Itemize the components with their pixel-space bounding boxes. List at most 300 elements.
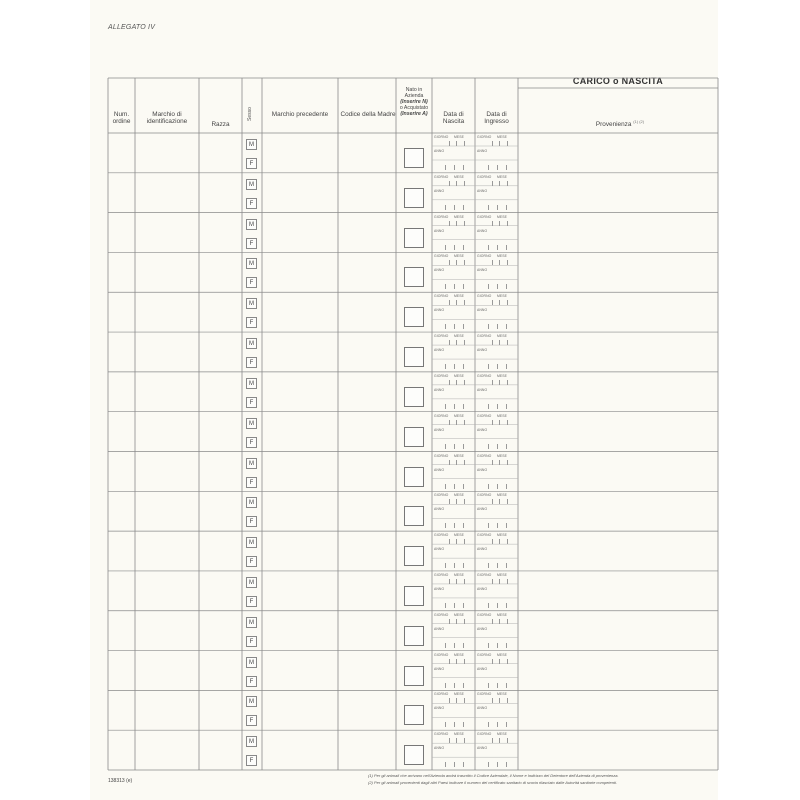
table-row: [108, 213, 718, 253]
date-ingresso-anno-label: ANNO: [477, 586, 488, 591]
date-tick: [445, 404, 446, 409]
date-ingresso-anno-label: ANNO: [477, 626, 488, 631]
date-nascita-giorno-label: GIORNO: [434, 135, 449, 139]
date-tick: [507, 380, 508, 385]
date-nascita-mese-label: MESE: [454, 254, 465, 259]
date-tick: [445, 245, 446, 250]
date-tick: [454, 245, 455, 250]
date-tick: [499, 181, 500, 186]
date-tick: [507, 659, 508, 664]
date-nascita-giorno-label: GIORNO: [434, 214, 449, 219]
sex-m-box[interactable]: M: [246, 736, 257, 747]
nato-acquistato-box[interactable]: [404, 705, 424, 725]
sex-f-box[interactable]: F: [246, 238, 257, 249]
date-tick: [497, 444, 498, 449]
date-tick: [456, 499, 457, 504]
nato-acquistato-box[interactable]: [404, 148, 424, 168]
date-tick: [454, 722, 455, 727]
date-ingresso-mese-label: MESE: [497, 373, 508, 378]
date-tick: [507, 460, 508, 465]
date-tick: [454, 324, 455, 329]
date-tick: [492, 420, 493, 425]
sex-f-box[interactable]: F: [246, 715, 257, 726]
date-tick: [499, 619, 500, 624]
date-nascita-mese-label: MESE: [454, 453, 465, 458]
date-tick: [454, 523, 455, 528]
date-nascita-giorno-label: GIORNO: [434, 373, 449, 378]
sex-f-box[interactable]: F: [246, 636, 257, 647]
date-tick: [506, 563, 507, 568]
date-tick: [499, 420, 500, 425]
date-tick: [449, 738, 450, 743]
nato-acquistato-box[interactable]: [404, 387, 424, 407]
date-tick: [449, 460, 450, 465]
date-tick: [463, 245, 464, 250]
sex-f-box[interactable]: F: [246, 516, 257, 527]
date-nascita-anno-label: ANNO: [434, 268, 445, 273]
date-ingresso-anno-label: ANNO: [477, 507, 488, 512]
date-tick: [506, 364, 507, 369]
date-tick: [449, 260, 450, 265]
date-ingresso-anno-label: ANNO: [477, 746, 488, 751]
section-title: CARICO o NASCITA: [572, 76, 664, 86]
date-tick: [506, 762, 507, 767]
sex-f-box[interactable]: F: [246, 755, 257, 766]
date-ingresso-anno-label: ANNO: [477, 706, 488, 711]
date-ingresso-giorno-label: GIORNO: [477, 413, 492, 418]
date-nascita-giorno-label: GIORNO: [434, 692, 449, 697]
sex-f-box[interactable]: F: [246, 158, 257, 169]
sex-m-box[interactable]: M: [246, 219, 257, 230]
table-row: [108, 252, 718, 292]
table-row: [108, 690, 718, 730]
date-tick: [449, 539, 450, 544]
date-ingresso-mese-label: MESE: [497, 692, 508, 697]
date-ingresso-anno-label: ANNO: [477, 547, 488, 552]
table-row: [108, 332, 718, 372]
date-tick: [464, 579, 465, 584]
header-nato-line4: (Inserire A): [400, 110, 428, 117]
date-tick: [497, 643, 498, 648]
date-tick: [506, 722, 507, 727]
date-tick: [463, 523, 464, 528]
date-tick: [492, 460, 493, 465]
nato-acquistato-box[interactable]: [404, 427, 424, 447]
date-tick: [449, 181, 450, 186]
date-tick: [463, 683, 464, 688]
date-tick: [464, 499, 465, 504]
date-tick: [497, 284, 498, 289]
date-nascita-mese-label: MESE: [454, 692, 465, 697]
header-razza: Razza: [211, 121, 230, 128]
date-tick: [492, 698, 493, 703]
table-row: [108, 133, 718, 173]
date-nascita-mese-label: MESE: [454, 214, 465, 219]
header-nato-line3: o Acquistato: [399, 104, 429, 111]
date-tick: [464, 539, 465, 544]
date-ingresso-giorno-label: GIORNO: [477, 692, 492, 697]
sex-m-box[interactable]: M: [246, 418, 257, 429]
table-row: [108, 173, 718, 213]
date-tick: [506, 683, 507, 688]
date-ingresso-giorno-label: GIORNO: [477, 174, 492, 179]
date-tick: [499, 539, 500, 544]
header-marchio-identificazione: Marchio di identificazione: [146, 111, 188, 126]
date-tick: [506, 603, 507, 608]
date-tick: [492, 499, 493, 504]
date-tick: [449, 659, 450, 664]
date-ingresso-mese-label: MESE: [497, 572, 508, 577]
date-tick: [456, 141, 457, 146]
table-row: [108, 412, 718, 452]
table-row: [108, 531, 718, 571]
date-nascita-giorno-label: GIORNO: [434, 174, 449, 179]
date-tick: [464, 380, 465, 385]
date-tick: [454, 563, 455, 568]
date-tick: [497, 563, 498, 568]
date-tick: [445, 523, 446, 528]
header-provenienza-note: (1) (2): [633, 119, 645, 124]
date-nascita-anno-label: ANNO: [434, 586, 445, 591]
date-tick: [507, 499, 508, 504]
date-tick: [488, 603, 489, 608]
date-tick: [499, 260, 500, 265]
date-nascita-giorno-label: GIORNO: [434, 732, 449, 737]
date-tick: [492, 579, 493, 584]
date-ingresso-giorno-label: GIORNO: [477, 732, 492, 737]
date-tick: [488, 722, 489, 727]
date-ingresso-giorno-label: GIORNO: [477, 294, 492, 299]
date-nascita-anno-label: ANNO: [434, 746, 445, 751]
sex-f-box[interactable]: F: [246, 477, 257, 488]
date-nascita-mese-label: MESE: [454, 652, 465, 657]
date-tick: [456, 738, 457, 743]
date-tick: [499, 141, 500, 146]
date-nascita-anno-label: ANNO: [434, 547, 445, 552]
header-nato-line2: (Inserire N): [400, 98, 428, 105]
date-ingresso-mese-label: MESE: [497, 174, 508, 179]
date-nascita-giorno-label: GIORNO: [434, 413, 449, 418]
date-tick: [492, 300, 493, 305]
date-ingresso-mese-label: MESE: [497, 453, 508, 458]
date-tick: [506, 643, 507, 648]
footnote-1: (1) Per gli animali che arrivano nell'Azienda andrà trascritto il Codice Aziendale, il Nome e Indirizzo del Detentore dell'Azienda di provenienza.: [368, 773, 619, 778]
sex-m-box[interactable]: M: [246, 537, 257, 548]
date-tick: [497, 484, 498, 489]
date-tick: [488, 643, 489, 648]
sex-f-box[interactable]: F: [246, 317, 257, 328]
date-nascita-mese-label: MESE: [454, 612, 465, 617]
date-tick: [449, 420, 450, 425]
date-tick: [454, 643, 455, 648]
date-tick: [449, 221, 450, 226]
date-tick: [499, 380, 500, 385]
date-tick: [445, 484, 446, 489]
date-ingresso-giorno-label: GIORNO: [477, 612, 492, 617]
date-ingresso-giorno-label: GIORNO: [477, 493, 492, 498]
date-tick: [445, 205, 446, 210]
date-tick: [488, 484, 489, 489]
date-tick: [497, 165, 498, 170]
date-tick: [463, 563, 464, 568]
date-tick: [499, 738, 500, 743]
date-nascita-giorno-label: GIORNO: [434, 533, 449, 538]
date-tick: [488, 284, 489, 289]
date-tick: [454, 364, 455, 369]
date-tick: [445, 722, 446, 727]
date-tick: [456, 619, 457, 624]
date-tick: [445, 165, 446, 170]
date-ingresso-mese-label: MESE: [497, 294, 508, 299]
sex-m-box[interactable]: M: [246, 298, 257, 309]
date-tick: [456, 260, 457, 265]
date-tick: [449, 698, 450, 703]
date-ingresso-mese-label: MESE: [497, 254, 508, 259]
date-tick: [454, 444, 455, 449]
date-tick: [463, 484, 464, 489]
date-tick: [497, 404, 498, 409]
date-tick: [454, 404, 455, 409]
date-tick: [445, 643, 446, 648]
date-tick: [492, 539, 493, 544]
table-row: [108, 452, 718, 492]
date-tick: [463, 404, 464, 409]
table-row: [108, 292, 718, 332]
date-tick: [464, 300, 465, 305]
sex-m-box[interactable]: M: [246, 577, 257, 588]
date-ingresso-mese-label: MESE: [497, 334, 508, 339]
table-row: [108, 571, 718, 611]
date-ingresso-anno-label: ANNO: [477, 427, 488, 432]
date-tick: [449, 300, 450, 305]
sex-m-box[interactable]: M: [246, 696, 257, 707]
date-tick: [463, 205, 464, 210]
sex-m-box[interactable]: M: [246, 258, 257, 269]
date-tick: [445, 444, 446, 449]
date-tick: [463, 284, 464, 289]
date-tick: [492, 380, 493, 385]
sex-f-box[interactable]: F: [246, 676, 257, 687]
date-tick: [507, 181, 508, 186]
table-row: [108, 491, 718, 531]
sex-m-box[interactable]: M: [246, 338, 257, 349]
date-tick: [499, 221, 500, 226]
date-tick: [497, 762, 498, 767]
date-tick: [499, 659, 500, 664]
date-tick: [497, 523, 498, 528]
date-tick: [456, 380, 457, 385]
date-tick: [497, 722, 498, 727]
date-tick: [492, 659, 493, 664]
date-nascita-mese-label: MESE: [454, 533, 465, 538]
date-tick: [456, 300, 457, 305]
date-tick: [507, 300, 508, 305]
date-tick: [507, 141, 508, 146]
date-tick: [454, 165, 455, 170]
date-nascita-giorno-label: GIORNO: [434, 334, 449, 339]
date-tick: [445, 563, 446, 568]
sex-m-box[interactable]: M: [246, 378, 257, 389]
date-ingresso-giorno-label: GIORNO: [477, 652, 492, 657]
date-ingresso-anno-label: ANNO: [477, 149, 488, 153]
date-nascita-anno-label: ANNO: [434, 308, 445, 313]
date-tick: [497, 324, 498, 329]
date-tick: [499, 340, 500, 345]
nato-acquistato-box[interactable]: [404, 347, 424, 367]
date-ingresso-anno-label: ANNO: [477, 387, 488, 392]
date-tick: [464, 340, 465, 345]
date-tick: [506, 205, 507, 210]
date-nascita-mese-label: MESE: [454, 732, 465, 737]
date-ingresso-mese-label: MESE: [497, 135, 508, 139]
date-nascita-giorno-label: GIORNO: [434, 652, 449, 657]
header-data-nascita: Data di Nascita: [442, 111, 465, 126]
date-tick: [492, 260, 493, 265]
date-tick: [463, 165, 464, 170]
date-ingresso-giorno-label: GIORNO: [477, 533, 492, 538]
sex-m-box[interactable]: M: [246, 617, 257, 628]
sex-f-box[interactable]: F: [246, 397, 257, 408]
header-codice-madre: Codice della Madre: [340, 111, 396, 118]
date-tick: [488, 245, 489, 250]
date-tick: [464, 738, 465, 743]
date-tick: [464, 260, 465, 265]
date-tick: [507, 579, 508, 584]
date-ingresso-anno-label: ANNO: [477, 188, 488, 193]
date-nascita-mese-label: MESE: [454, 493, 465, 498]
nato-acquistato-box[interactable]: [404, 228, 424, 248]
date-tick: [488, 563, 489, 568]
date-ingresso-anno-label: ANNO: [477, 348, 488, 353]
nato-acquistato-box[interactable]: [404, 666, 424, 686]
date-ingresso-giorno-label: GIORNO: [477, 373, 492, 378]
date-tick: [456, 579, 457, 584]
date-tick: [449, 619, 450, 624]
date-tick: [445, 364, 446, 369]
date-ingresso-mese-label: MESE: [497, 493, 508, 498]
date-nascita-anno-label: ANNO: [434, 626, 445, 631]
sex-f-box[interactable]: F: [246, 596, 257, 607]
sex-m-box[interactable]: M: [246, 139, 257, 150]
table-row: [108, 651, 718, 691]
date-ingresso-mese-label: MESE: [497, 214, 508, 219]
sex-m-box[interactable]: M: [246, 179, 257, 190]
footnote-2: (2) Per gli animali provenienti dagli altri Paesi indicare il numero del certificato sanitario di scorta rilasciato dalle Autorità sanitarie competenti.: [368, 780, 618, 785]
date-nascita-anno-label: ANNO: [434, 387, 445, 392]
date-ingresso-anno-label: ANNO: [477, 268, 488, 273]
date-tick: [464, 221, 465, 226]
sex-f-box[interactable]: F: [246, 357, 257, 368]
header-marchio-precedente: Marchio precedente: [271, 111, 329, 118]
nato-acquistato-box[interactable]: [404, 467, 424, 487]
date-tick: [506, 523, 507, 528]
sex-f-box[interactable]: F: [246, 198, 257, 209]
date-tick: [463, 324, 464, 329]
date-tick: [492, 340, 493, 345]
date-ingresso-anno-label: ANNO: [477, 666, 488, 671]
date-tick: [506, 284, 507, 289]
date-ingresso-giorno-label: GIORNO: [477, 334, 492, 339]
date-tick: [445, 324, 446, 329]
nato-acquistato-box[interactable]: [404, 546, 424, 566]
sex-m-box[interactable]: M: [246, 657, 257, 668]
date-tick: [507, 738, 508, 743]
date-tick: [506, 324, 507, 329]
date-tick: [464, 698, 465, 703]
date-tick: [499, 460, 500, 465]
date-tick: [499, 698, 500, 703]
date-tick: [449, 141, 450, 146]
date-tick: [506, 484, 507, 489]
annex-label: ALLEGATO IV: [108, 24, 156, 31]
sex-f-box[interactable]: F: [246, 277, 257, 288]
nato-acquistato-box[interactable]: [404, 307, 424, 327]
date-nascita-mese-label: MESE: [454, 294, 465, 299]
date-tick: [488, 404, 489, 409]
date-ingresso-mese-label: MESE: [497, 732, 508, 737]
date-tick: [463, 762, 464, 767]
date-tick: [454, 484, 455, 489]
nato-acquistato-box[interactable]: [404, 188, 424, 208]
date-tick: [463, 722, 464, 727]
date-nascita-anno-label: ANNO: [434, 467, 445, 472]
date-nascita-anno-label: ANNO: [434, 149, 445, 153]
date-tick: [449, 499, 450, 504]
date-tick: [492, 181, 493, 186]
date-ingresso-anno-label: ANNO: [477, 308, 488, 313]
nato-acquistato-box[interactable]: [404, 506, 424, 526]
date-tick: [464, 460, 465, 465]
nato-acquistato-box[interactable]: [404, 267, 424, 287]
sex-m-box[interactable]: M: [246, 497, 257, 508]
sex-m-box[interactable]: M: [246, 458, 257, 469]
date-tick: [463, 444, 464, 449]
date-tick: [506, 165, 507, 170]
date-ingresso-mese-label: MESE: [497, 533, 508, 538]
date-tick: [454, 603, 455, 608]
date-ingresso-anno-label: ANNO: [477, 228, 488, 233]
date-ingresso-giorno-label: GIORNO: [477, 572, 492, 577]
date-tick: [445, 762, 446, 767]
date-nascita-mese-label: MESE: [454, 174, 465, 179]
date-tick: [454, 762, 455, 767]
date-tick: [463, 603, 464, 608]
date-tick: [488, 364, 489, 369]
date-tick: [507, 698, 508, 703]
date-tick: [506, 404, 507, 409]
nato-acquistato-box[interactable]: [404, 586, 424, 606]
date-nascita-anno-label: ANNO: [434, 507, 445, 512]
header-nato-line1: Nato in Azienda: [404, 87, 424, 99]
header-data-ingresso: Data di Ingresso: [484, 111, 509, 126]
nato-acquistato-box[interactable]: [404, 626, 424, 646]
sex-f-box[interactable]: F: [246, 556, 257, 567]
table-row: [108, 372, 718, 412]
date-tick: [449, 340, 450, 345]
date-nascita-mese-label: MESE: [454, 413, 465, 418]
date-tick: [497, 603, 498, 608]
nato-acquistato-box[interactable]: [404, 745, 424, 765]
date-tick: [464, 619, 465, 624]
table-row: [108, 611, 718, 651]
date-nascita-giorno-label: GIORNO: [434, 612, 449, 617]
date-ingresso-giorno-label: GIORNO: [477, 214, 492, 219]
sex-f-box[interactable]: F: [246, 437, 257, 448]
date-tick: [497, 683, 498, 688]
date-nascita-mese-label: MESE: [454, 135, 465, 139]
date-tick: [507, 420, 508, 425]
date-nascita-anno-label: ANNO: [434, 228, 445, 233]
